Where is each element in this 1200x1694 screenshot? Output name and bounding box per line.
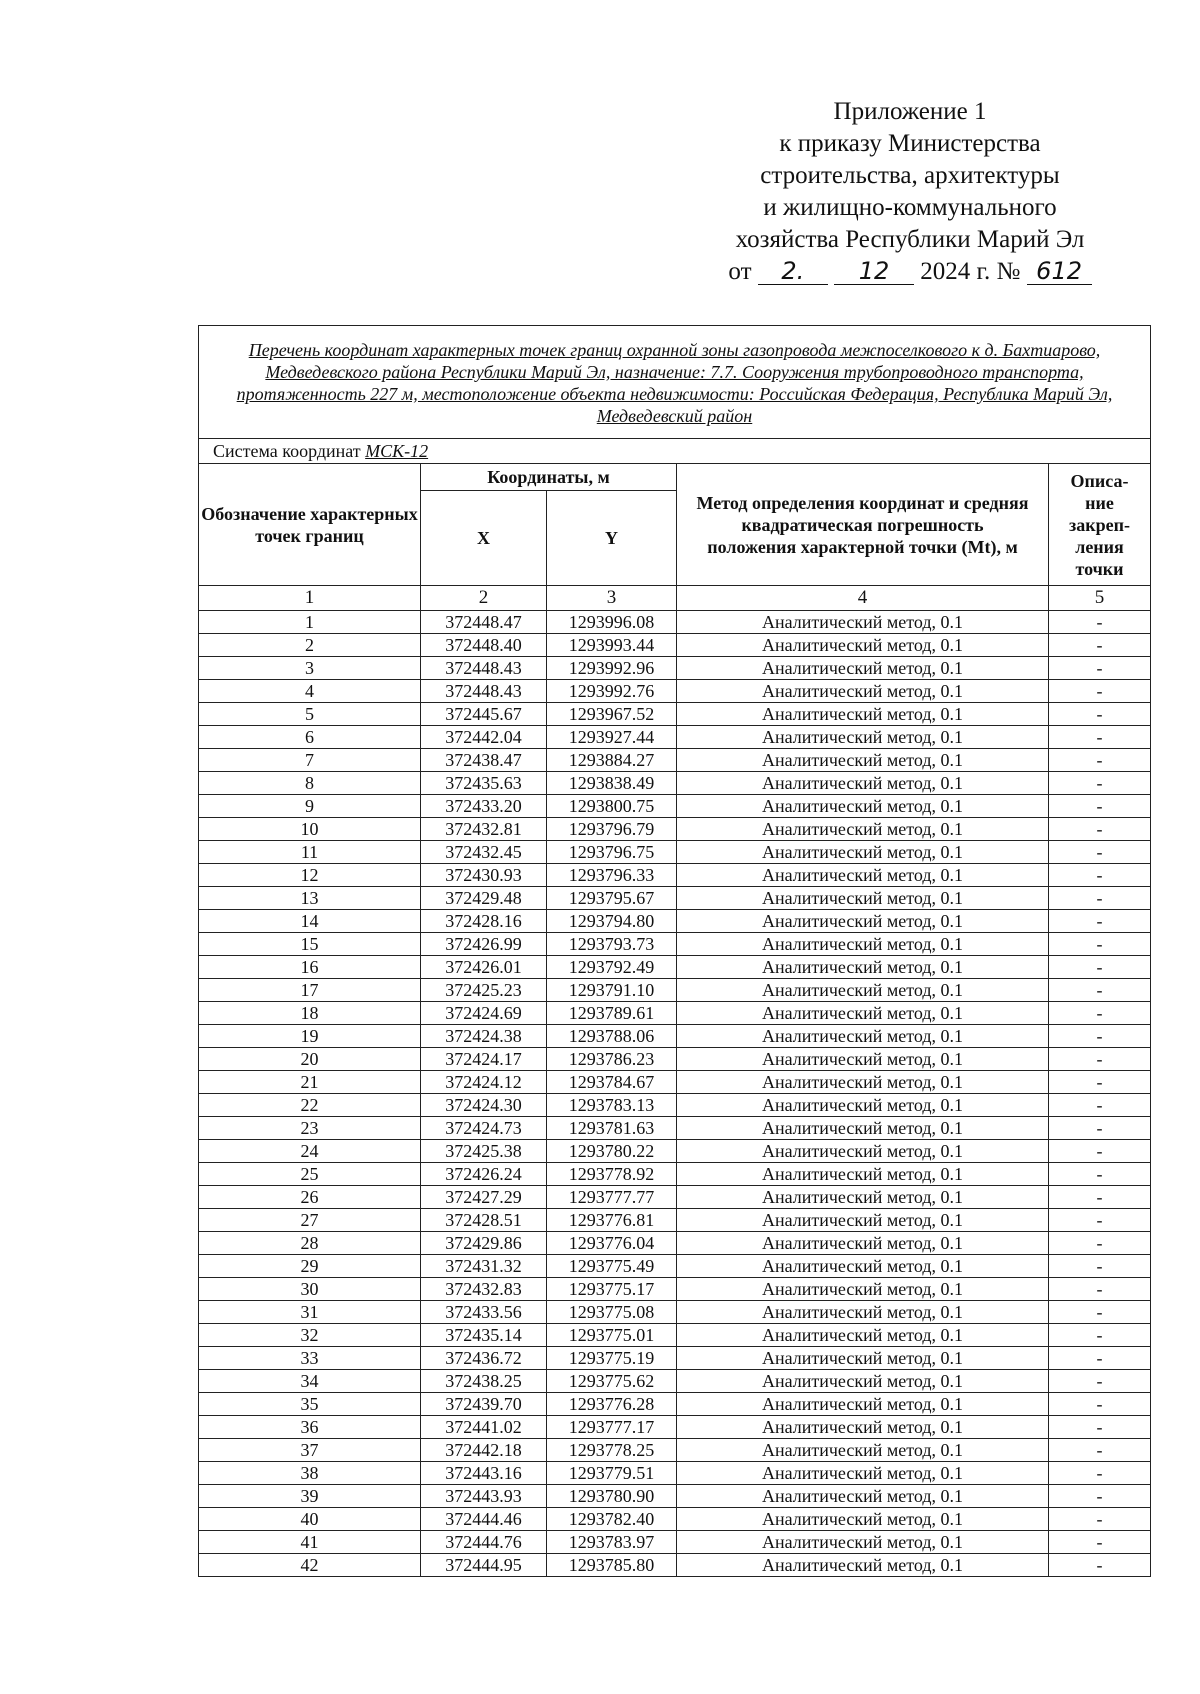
point-number-cell: 19 [199, 1025, 421, 1048]
y-coordinate-cell: 1293780.22 [547, 1140, 677, 1163]
table-row [199, 1393, 1151, 1416]
point-number-cell: 42 [199, 1554, 421, 1577]
table-row [199, 1531, 1151, 1554]
x-coordinate-cell: 372424.17 [421, 1048, 547, 1071]
method-cell: Аналитический метод, 0.1 [677, 933, 1049, 956]
y-coordinate-cell: 1293996.08 [547, 611, 677, 634]
column-number: 3 [547, 586, 677, 611]
x-coordinate-cell: 372428.51 [421, 1209, 547, 1232]
y-coordinate-cell: 1293788.06 [547, 1025, 677, 1048]
x-coordinate-cell: 372441.02 [421, 1416, 547, 1439]
handwritten-month: 12 [834, 258, 914, 285]
table-row [199, 1462, 1151, 1485]
point-number-cell: 32 [199, 1324, 421, 1347]
x-coordinate-cell: 372430.93 [421, 864, 547, 887]
appendix-line: хозяйства Республики Марий Эл [735, 226, 1085, 253]
point-number-cell: 22 [199, 1094, 421, 1117]
point-number-cell: 4 [199, 680, 421, 703]
x-coordinate-cell: 372426.01 [421, 956, 547, 979]
appendix-line: Приложение 1 [833, 98, 987, 125]
method-cell: Аналитический метод, 0.1 [677, 1094, 1049, 1117]
method-cell: Аналитический метод, 0.1 [677, 1117, 1049, 1140]
description-cell: - [1049, 795, 1151, 818]
y-coordinate-cell: 1293779.51 [547, 1462, 677, 1485]
table-row [199, 1278, 1151, 1301]
point-number-cell: 20 [199, 1048, 421, 1071]
header-point: Обозначение характерных точек границ [199, 464, 421, 586]
description-cell: - [1049, 979, 1151, 1002]
table-row [199, 1094, 1151, 1117]
y-coordinate-cell: 1293775.62 [547, 1370, 677, 1393]
table-row [199, 749, 1151, 772]
y-coordinate-cell: 1293786.23 [547, 1048, 677, 1071]
y-coordinate-cell: 1293967.52 [547, 703, 677, 726]
y-coordinate-cell: 1293775.17 [547, 1278, 677, 1301]
point-number-cell: 40 [199, 1508, 421, 1531]
method-cell: Аналитический метод, 0.1 [677, 1232, 1049, 1255]
point-number-cell: 5 [199, 703, 421, 726]
x-coordinate-cell: 372444.76 [421, 1531, 547, 1554]
x-coordinate-cell: 372444.46 [421, 1508, 547, 1531]
x-coordinate-cell: 372432.81 [421, 818, 547, 841]
y-coordinate-cell: 1293793.73 [547, 933, 677, 956]
header-coords: Координаты, м [421, 464, 677, 491]
point-number-cell: 3 [199, 657, 421, 680]
y-coordinate-cell: 1293800.75 [547, 795, 677, 818]
y-coordinate-cell: 1293789.61 [547, 1002, 677, 1025]
point-number-cell: 26 [199, 1186, 421, 1209]
table-title: Перечень координат характерных точек границ охранной зоны газопровода межпоселкового к д. Бахтиарово, Медведевского района Республики Марий Эл, назначение: 7.7. Сооружения трубопроводного транспорта, протяженность 227 м, местоположение объекта недвижимости: Российская Федерация, Республика Марий Эл, Медведевский район [199, 326, 1151, 439]
y-coordinate-cell: 1293776.28 [547, 1393, 677, 1416]
column-number: 5 [1049, 586, 1151, 611]
table-row [199, 1508, 1151, 1531]
description-cell: - [1049, 887, 1151, 910]
method-cell: Аналитический метод, 0.1 [677, 1025, 1049, 1048]
method-cell: Аналитический метод, 0.1 [677, 1048, 1049, 1071]
table-row [199, 910, 1151, 933]
table-row [199, 979, 1151, 1002]
method-cell: Аналитический метод, 0.1 [677, 1370, 1049, 1393]
table-row [199, 1255, 1151, 1278]
appendix-line: строительства, архитектуры [760, 162, 1060, 189]
method-cell: Аналитический метод, 0.1 [677, 795, 1049, 818]
description-cell: - [1049, 864, 1151, 887]
point-number-cell: 33 [199, 1347, 421, 1370]
x-coordinate-cell: 372444.95 [421, 1554, 547, 1577]
description-cell: - [1049, 1002, 1151, 1025]
y-coordinate-cell: 1293781.63 [547, 1117, 677, 1140]
y-coordinate-cell: 1293775.08 [547, 1301, 677, 1324]
description-cell: - [1049, 726, 1151, 749]
appendix-line: и жилищно-коммунального [763, 194, 1057, 221]
y-coordinate-cell: 1293780.90 [547, 1485, 677, 1508]
description-cell: - [1049, 749, 1151, 772]
point-number-cell: 25 [199, 1163, 421, 1186]
point-number-cell: 18 [199, 1002, 421, 1025]
description-cell: - [1049, 1232, 1151, 1255]
table-row [199, 956, 1151, 979]
point-number-cell: 38 [199, 1462, 421, 1485]
table-row [199, 1439, 1151, 1462]
point-number-cell: 41 [199, 1531, 421, 1554]
x-coordinate-cell: 372424.73 [421, 1117, 547, 1140]
y-coordinate-cell: 1293785.80 [547, 1554, 677, 1577]
header-description: Описа-ние закреп-ления точки [1049, 464, 1151, 586]
method-cell: Аналитический метод, 0.1 [677, 864, 1049, 887]
description-cell: - [1049, 1278, 1151, 1301]
point-number-cell: 16 [199, 956, 421, 979]
handwritten-order-number: 612 [1027, 258, 1092, 285]
table-row [199, 634, 1151, 657]
point-number-cell: 14 [199, 910, 421, 933]
point-number-cell: 31 [199, 1301, 421, 1324]
y-coordinate-cell: 1293791.10 [547, 979, 677, 1002]
x-coordinate-cell: 372448.43 [421, 657, 547, 680]
x-coordinate-cell: 372435.63 [421, 772, 547, 795]
y-coordinate-cell: 1293993.44 [547, 634, 677, 657]
x-coordinate-cell: 372433.56 [421, 1301, 547, 1324]
header-y: Y [547, 491, 677, 586]
x-coordinate-cell: 372432.83 [421, 1278, 547, 1301]
x-coordinate-cell: 372424.12 [421, 1071, 547, 1094]
y-coordinate-cell: 1293792.49 [547, 956, 677, 979]
method-cell: Аналитический метод, 0.1 [677, 1186, 1049, 1209]
description-cell: - [1049, 1094, 1151, 1117]
method-cell: Аналитический метод, 0.1 [677, 841, 1049, 864]
table-row [199, 1048, 1151, 1071]
table-row [199, 1232, 1151, 1255]
point-number-cell: 6 [199, 726, 421, 749]
y-coordinate-cell: 1293775.01 [547, 1324, 677, 1347]
y-coordinate-cell: 1293778.92 [547, 1163, 677, 1186]
method-cell: Аналитический метод, 0.1 [677, 1393, 1049, 1416]
x-coordinate-cell: 372425.38 [421, 1140, 547, 1163]
table-row [199, 1071, 1151, 1094]
description-cell: - [1049, 1324, 1151, 1347]
table-row [199, 795, 1151, 818]
method-cell: Аналитический метод, 0.1 [677, 611, 1049, 634]
method-cell: Аналитический метод, 0.1 [677, 1531, 1049, 1554]
x-coordinate-cell: 372445.67 [421, 703, 547, 726]
y-coordinate-cell: 1293796.33 [547, 864, 677, 887]
y-coordinate-cell: 1293776.04 [547, 1232, 677, 1255]
description-cell: - [1049, 1301, 1151, 1324]
table-row [199, 1554, 1151, 1577]
coordinate-system [199, 439, 1151, 464]
description-cell: - [1049, 933, 1151, 956]
description-cell: - [1049, 1485, 1151, 1508]
method-cell: Аналитический метод, 0.1 [677, 1462, 1049, 1485]
description-cell: - [1049, 1209, 1151, 1232]
table-row [199, 657, 1151, 680]
y-coordinate-cell: 1293782.40 [547, 1508, 677, 1531]
description-cell: - [1049, 1462, 1151, 1485]
description-cell: - [1049, 1071, 1151, 1094]
description-cell: - [1049, 1025, 1151, 1048]
description-cell: - [1049, 1140, 1151, 1163]
table-row [199, 1347, 1151, 1370]
column-number: 2 [421, 586, 547, 611]
method-cell: Аналитический метод, 0.1 [677, 1301, 1049, 1324]
description-cell: - [1049, 1163, 1151, 1186]
point-number-cell: 10 [199, 818, 421, 841]
x-coordinate-cell: 372435.14 [421, 1324, 547, 1347]
point-number-cell: 9 [199, 795, 421, 818]
coordinate-system-value: МСК-12 [365, 441, 429, 461]
x-coordinate-cell: 372427.29 [421, 1186, 547, 1209]
method-cell: Аналитический метод, 0.1 [677, 726, 1049, 749]
x-coordinate-cell: 372424.69 [421, 1002, 547, 1025]
x-coordinate-cell: 372443.93 [421, 1485, 547, 1508]
point-number-cell: 1 [199, 611, 421, 634]
point-number-cell: 11 [199, 841, 421, 864]
description-cell: - [1049, 680, 1151, 703]
method-cell: Аналитический метод, 0.1 [677, 657, 1049, 680]
appendix-header [700, 96, 1120, 288]
table-row [199, 703, 1151, 726]
point-number-cell: 23 [199, 1117, 421, 1140]
table-row [199, 1324, 1151, 1347]
description-cell: - [1049, 1416, 1151, 1439]
x-coordinate-cell: 372448.43 [421, 680, 547, 703]
y-coordinate-cell: 1293777.17 [547, 1416, 677, 1439]
table-row [199, 933, 1151, 956]
date-prefix: от [728, 258, 752, 285]
method-cell: Аналитический метод, 0.1 [677, 887, 1049, 910]
method-cell: Аналитический метод, 0.1 [677, 1002, 1049, 1025]
point-number-cell: 36 [199, 1416, 421, 1439]
method-cell: Аналитический метод, 0.1 [677, 1140, 1049, 1163]
point-number-cell: 39 [199, 1485, 421, 1508]
x-coordinate-cell: 372442.04 [421, 726, 547, 749]
x-coordinate-cell: 372428.16 [421, 910, 547, 933]
description-cell: - [1049, 1186, 1151, 1209]
point-number-cell: 35 [199, 1393, 421, 1416]
table-row [199, 1025, 1151, 1048]
coordinate-system-label: Система координат [213, 441, 361, 461]
table-row [199, 1301, 1151, 1324]
description-cell: - [1049, 1393, 1151, 1416]
point-number-cell: 17 [199, 979, 421, 1002]
method-cell: Аналитический метод, 0.1 [677, 1347, 1049, 1370]
table-row [199, 864, 1151, 887]
method-cell: Аналитический метод, 0.1 [677, 634, 1049, 657]
y-coordinate-cell: 1293992.96 [547, 657, 677, 680]
table-row [199, 726, 1151, 749]
x-coordinate-cell: 372448.40 [421, 634, 547, 657]
method-cell: Аналитический метод, 0.1 [677, 1071, 1049, 1094]
table-row [199, 1163, 1151, 1186]
table-row [199, 1140, 1151, 1163]
y-coordinate-cell: 1293778.25 [547, 1439, 677, 1462]
x-coordinate-cell: 372439.70 [421, 1393, 547, 1416]
order-date-line [700, 256, 1120, 288]
table-row [199, 1416, 1151, 1439]
description-cell: - [1049, 703, 1151, 726]
y-coordinate-cell: 1293796.79 [547, 818, 677, 841]
table-row [199, 680, 1151, 703]
y-coordinate-cell: 1293775.49 [547, 1255, 677, 1278]
method-cell: Аналитический метод, 0.1 [677, 1255, 1049, 1278]
description-cell: - [1049, 910, 1151, 933]
point-number-cell: 2 [199, 634, 421, 657]
method-cell: Аналитический метод, 0.1 [677, 1554, 1049, 1577]
column-number: 4 [677, 586, 1049, 611]
y-coordinate-cell: 1293776.81 [547, 1209, 677, 1232]
method-cell: Аналитический метод, 0.1 [677, 772, 1049, 795]
point-number-cell: 28 [199, 1232, 421, 1255]
method-cell: Аналитический метод, 0.1 [677, 910, 1049, 933]
method-cell: Аналитический метод, 0.1 [677, 1416, 1049, 1439]
y-coordinate-cell: 1293783.13 [547, 1094, 677, 1117]
date-year: 2024 г. № [920, 258, 1021, 285]
x-coordinate-cell: 372438.25 [421, 1370, 547, 1393]
y-coordinate-cell: 1293783.97 [547, 1531, 677, 1554]
y-coordinate-cell: 1293775.19 [547, 1347, 677, 1370]
description-cell: - [1049, 1048, 1151, 1071]
description-cell: - [1049, 1531, 1151, 1554]
method-cell: Аналитический метод, 0.1 [677, 979, 1049, 1002]
point-number-cell: 12 [199, 864, 421, 887]
method-cell: Аналитический метод, 0.1 [677, 680, 1049, 703]
method-cell: Аналитический метод, 0.1 [677, 1485, 1049, 1508]
table-row [199, 1117, 1151, 1140]
table-row [199, 1186, 1151, 1209]
x-coordinate-cell: 372432.45 [421, 841, 547, 864]
table-row [199, 772, 1151, 795]
y-coordinate-cell: 1293794.80 [547, 910, 677, 933]
x-coordinate-cell: 372448.47 [421, 611, 547, 634]
table-row [199, 1485, 1151, 1508]
table-row [199, 818, 1151, 841]
y-coordinate-cell: 1293927.44 [547, 726, 677, 749]
y-coordinate-cell: 1293884.27 [547, 749, 677, 772]
column-number: 1 [199, 586, 421, 611]
method-cell: Аналитический метод, 0.1 [677, 1324, 1049, 1347]
point-number-cell: 8 [199, 772, 421, 795]
table-row [199, 887, 1151, 910]
description-cell: - [1049, 1347, 1151, 1370]
method-cell: Аналитический метод, 0.1 [677, 1163, 1049, 1186]
y-coordinate-cell: 1293838.49 [547, 772, 677, 795]
point-number-cell: 24 [199, 1140, 421, 1163]
method-cell: Аналитический метод, 0.1 [677, 1439, 1049, 1462]
table-row [199, 1209, 1151, 1232]
method-cell: Аналитический метод, 0.1 [677, 749, 1049, 772]
description-cell: - [1049, 1255, 1151, 1278]
point-number-cell: 7 [199, 749, 421, 772]
x-coordinate-cell: 372431.32 [421, 1255, 547, 1278]
description-cell: - [1049, 1439, 1151, 1462]
description-cell: - [1049, 611, 1151, 634]
y-coordinate-cell: 1293784.67 [547, 1071, 677, 1094]
x-coordinate-cell: 372429.86 [421, 1232, 547, 1255]
table-row [199, 1002, 1151, 1025]
description-cell: - [1049, 956, 1151, 979]
point-number-cell: 30 [199, 1278, 421, 1301]
description-cell: - [1049, 841, 1151, 864]
method-cell: Аналитический метод, 0.1 [677, 1508, 1049, 1531]
x-coordinate-cell: 372424.38 [421, 1025, 547, 1048]
description-cell: - [1049, 772, 1151, 795]
method-cell: Аналитический метод, 0.1 [677, 1209, 1049, 1232]
coordinates-table [198, 325, 1151, 1577]
x-coordinate-cell: 372429.48 [421, 887, 547, 910]
table-row [199, 841, 1151, 864]
appendix-line: к приказу Министерства [779, 130, 1041, 157]
x-coordinate-cell: 372438.47 [421, 749, 547, 772]
x-coordinate-cell: 372433.20 [421, 795, 547, 818]
description-cell: - [1049, 1554, 1151, 1577]
table-row [199, 611, 1151, 634]
handwritten-day: 2. [758, 258, 828, 285]
description-cell: - [1049, 657, 1151, 680]
description-cell: - [1049, 634, 1151, 657]
description-cell: - [1049, 818, 1151, 841]
x-coordinate-cell: 372425.23 [421, 979, 547, 1002]
y-coordinate-cell: 1293992.76 [547, 680, 677, 703]
description-cell: - [1049, 1370, 1151, 1393]
description-cell: - [1049, 1117, 1151, 1140]
description-cell: - [1049, 1508, 1151, 1531]
point-number-cell: 13 [199, 887, 421, 910]
point-number-cell: 15 [199, 933, 421, 956]
x-coordinate-cell: 372443.16 [421, 1462, 547, 1485]
method-cell: Аналитический метод, 0.1 [677, 818, 1049, 841]
x-coordinate-cell: 372436.72 [421, 1347, 547, 1370]
y-coordinate-cell: 1293796.75 [547, 841, 677, 864]
point-number-cell: 21 [199, 1071, 421, 1094]
point-number-cell: 27 [199, 1209, 421, 1232]
point-number-cell: 29 [199, 1255, 421, 1278]
header-method: Метод определения координат и средняя квадратическая погрешность положения характерной точки (Mt), м [677, 464, 1049, 586]
x-coordinate-cell: 372442.18 [421, 1439, 547, 1462]
method-cell: Аналитический метод, 0.1 [677, 703, 1049, 726]
x-coordinate-cell: 372426.24 [421, 1163, 547, 1186]
point-number-cell: 37 [199, 1439, 421, 1462]
y-coordinate-cell: 1293795.67 [547, 887, 677, 910]
x-coordinate-cell: 372426.99 [421, 933, 547, 956]
x-coordinate-cell: 372424.30 [421, 1094, 547, 1117]
method-cell: Аналитический метод, 0.1 [677, 1278, 1049, 1301]
method-cell: Аналитический метод, 0.1 [677, 956, 1049, 979]
point-number-cell: 34 [199, 1370, 421, 1393]
table-row [199, 1370, 1151, 1393]
y-coordinate-cell: 1293777.77 [547, 1186, 677, 1209]
header-x: X [421, 491, 547, 586]
